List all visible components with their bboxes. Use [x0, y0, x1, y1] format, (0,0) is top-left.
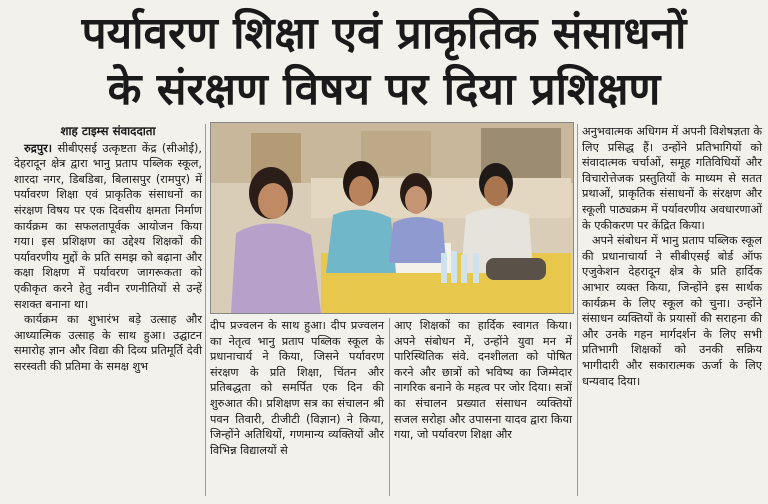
column-divider: [205, 124, 206, 496]
article-column-4: [582, 124, 762, 389]
article-paragraph: अनुभवात्मक अधिगम में अपनी विशेषज्ञता के लिए प्रसिद्ध हैं। उन्होंने प्रतिभागियों को संवादात्मक चर्चाओं, समूह गतिविधियों और विचारोत्तेजक प्रस्तुतियों के माध्यम से सतत प्रथाओं, प्राकृतिक संसाधनों के संरक्षण और स्कूली पाठ्यक्रम में पर्यावरणीय अवधारणाओं के एकीकरण पर केंद्रित किया।: [582, 125, 762, 232]
column-divider: [577, 124, 578, 496]
article-paragraph: आए शिक्षकों का हार्दिक स्वागत किया। अपने संबोधन में, उन्होंने युवा मन में पारिस्थितिक संवे. दनशीलता को पोषित करने और छात्रों को भविष्य का जिम्मेदार नागरिक बनाने के महत्व पर जोर दिया। सत्रों का संचालन प्रख्यात संसाधन व्यक्तियों सजल सरोहा और उपासना यादव द्वारा किया गया, जो पर्यावरण शिक्षा और: [394, 319, 572, 442]
column-divider: [389, 318, 390, 496]
article-column-2: [210, 318, 384, 458]
headline-line-1: पर्यावरण शिक्षा एवं प्राकृतिक संसाधनों: [81, 8, 687, 59]
training-session-photo: [211, 123, 573, 313]
headline-line-2: के संरक्षण विषय पर दिया प्रशिक्षण: [107, 64, 661, 115]
article-paragraph: दीप प्रज्वलन के साथ हुआ। दीप प्रज्वलन का नेतृत्व भानु प्रताप पब्लिक स्कूल के प्रधानाचार्य ने किया, जिसने पर्यावरण संरक्षण के प्रति शिक्षा, चिंतन और प्रतिबद्धता को समर्पित एक दिन की शुरुआत की। प्रशिक्षण सत्र का संचालन श्री पवन तिवारी, टीजीटी (विज्ञान) ने किया, जिन्होंने अतिथियों, गणमान्य व्यक्तियों और विभिन्न विद्यालयों से: [210, 319, 384, 457]
article-paragraph: [14, 141, 202, 313]
article-column-1: [14, 124, 202, 375]
article-text: सीबीएसई उत्कृष्टता केंद्र (सीओई), देहरादून क्षेत्र द्वारा भानु प्रताप पब्लिक स्कूल, शारदा नगर, डिबडिबा, बिलासपुर (रामपुर) में पर्यावरण शिक्षा एवं प्राकृतिक संसाधनों का संरक्षण विषय पर एक दिवसीय क्षमता निर्माण कार्यक्रम का सफलतापूर्वक आयोजन किया गया। इस प्रशिक्षण का उद्देश्य शिक्षकों की पर्यावरणीय मुद्दों के प्रति समझ को बढ़ाना और कक्षा शिक्षण में पर्यावरण जागरूकता को एकीकृत करने हेतु नवीन रणनीतियों से उन्हें सशक्त बनाना था।: [14, 141, 202, 311]
article-paragraph: कार्यक्रम का शुभारंभ बड़े उत्साह और आध्यात्मिक उत्साह के साथ हुआ। उद्घाटन समारोह ज्ञान और विद्या की दिव्य प्रतिमूर्ति देवी सरस्वती की प्रतिमा के समक्ष शुभ: [14, 313, 202, 373]
dateline: रुद्रपुर।: [24, 141, 53, 155]
byline: शाह टाइम्स संवाददाता: [60, 124, 156, 138]
article-paragraph: अपने संबोधन में भानु प्रताप पब्लिक स्कूल की प्रधानाचार्या ने सीबीएसई बोर्ड ऑफ एजुकेशन देहरादून क्षेत्र के प्रति हार्दिक आभार व्यक्त किया, जिन्होंने इस सार्थक कार्यक्रम के लिए स्कूल को चुना। उन्होंने संसाधन व्यक्तियों के प्रयासों की सराहना की और उनके गहन मार्गदर्शन के लिए सभी प्रतिभागी शिक्षकों को उनकी सक्रिय भागीदारी और सकारात्मक ऊर्जा के लिए धन्यवाद दिया।: [582, 234, 762, 388]
news-photo: [210, 122, 574, 314]
article-column-3: [394, 318, 572, 443]
